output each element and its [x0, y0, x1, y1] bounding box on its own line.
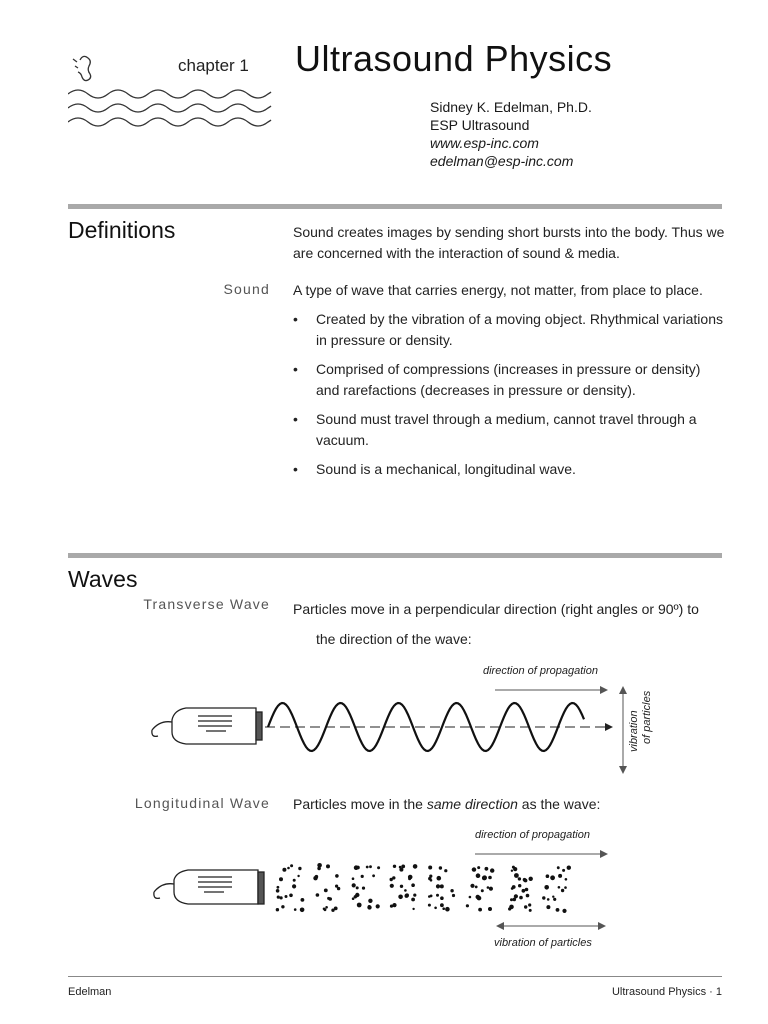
- particle-dot: [466, 904, 469, 907]
- particle-dot: [544, 885, 549, 890]
- particle-dot: [524, 905, 527, 908]
- transverse-propagation-label: direction of propagation: [483, 665, 598, 677]
- list-item: • Comprised of compressions (increases in pressure or density) and rarefactions (decreases in pressure or density).: [293, 361, 701, 398]
- longitudinal-wave-text: Particles move in the same direction as the wave:: [293, 796, 601, 812]
- particle-dot: [452, 894, 455, 897]
- particle-dot: [444, 869, 447, 872]
- longitudinal-propagation-label: direction of propagation: [475, 829, 590, 841]
- particle-dot: [509, 905, 514, 910]
- particle-dot: [565, 878, 568, 881]
- particle-dot: [404, 889, 407, 892]
- sound-definition: A type of wave that carries energy, not matter, from place to place.: [293, 282, 703, 298]
- particle-dot: [392, 903, 396, 907]
- particle-dot: [277, 896, 280, 899]
- particle-dot: [411, 898, 415, 902]
- particle-dot: [490, 868, 494, 872]
- particle-dot: [315, 875, 319, 879]
- particle-dot: [477, 896, 482, 901]
- particle-dot: [562, 869, 565, 872]
- longitudinal-wave-diagram: [140, 840, 620, 940]
- section-rule-definitions: [68, 204, 722, 209]
- particle-dot: [326, 864, 330, 868]
- particle-dot: [317, 863, 322, 868]
- particle-dot: [405, 894, 409, 898]
- particle-dot: [561, 889, 564, 892]
- particle-dot: [297, 875, 299, 877]
- particle-dot: [279, 877, 283, 881]
- transverse-wave-diagram: [140, 660, 680, 780]
- particle-dot: [300, 908, 305, 913]
- particle-dot: [356, 886, 359, 889]
- particle-dot: [546, 905, 550, 909]
- footer-rule: [68, 976, 722, 977]
- particle-dot: [529, 909, 532, 912]
- page-title: Ultrasound Physics: [295, 38, 613, 79]
- particle-dot: [413, 894, 416, 897]
- transverse-vibration-label: vibration of particles: [628, 690, 653, 752]
- particle-dot: [558, 874, 562, 878]
- particle-dot: [528, 903, 531, 906]
- particle-dot: [285, 895, 288, 898]
- particle-dot: [439, 866, 442, 869]
- particle-dot: [276, 889, 280, 893]
- sound-bullet-list: [293, 309, 725, 480]
- particle-dot: [472, 867, 476, 871]
- particle-dot: [556, 908, 560, 912]
- particle-dot: [436, 884, 440, 888]
- particle-dot: [436, 894, 439, 897]
- definitions-intro: Sound creates images by sending short bursts into the body. Thus we are concerned with the interaction of sound & media.: [293, 224, 725, 261]
- particle-dot: [511, 870, 513, 872]
- particle-dot: [567, 866, 571, 870]
- list-item: • Sound is a mechanical, longitudinal wave.: [293, 459, 725, 480]
- particle-dot: [478, 908, 482, 912]
- particle-dot: [390, 884, 394, 888]
- footer-author: Edelman: [68, 986, 112, 998]
- sound-label: Sound: [223, 281, 270, 297]
- particle-dot: [475, 886, 478, 889]
- particle-dot: [558, 886, 561, 889]
- particle-dot: [428, 904, 431, 907]
- particle-dot: [552, 896, 554, 898]
- particle-dot: [440, 896, 444, 900]
- particle-dot: [281, 905, 284, 908]
- particle-dot: [428, 866, 432, 870]
- bullet-icon: •: [293, 461, 298, 477]
- footer-page: Ultrasound Physics · 1: [611, 986, 722, 998]
- particle-dot: [289, 894, 293, 898]
- particle-dot: [434, 907, 437, 910]
- particle-dot: [440, 884, 444, 888]
- section-rule-waves: [68, 553, 722, 558]
- particle-dot: [355, 893, 359, 897]
- particle-dot: [352, 883, 356, 887]
- particle-dot: [411, 883, 415, 887]
- particle-dot: [399, 868, 403, 872]
- particle-dot: [293, 879, 296, 882]
- particle-dot: [377, 866, 380, 869]
- particle-dot: [367, 905, 371, 909]
- particle-dot: [366, 866, 369, 869]
- particle-dot: [328, 897, 332, 901]
- longitudinal-wave-label: Longitudinal Wave: [134, 795, 270, 811]
- particle-dot: [512, 885, 516, 889]
- particle-dot: [413, 864, 418, 869]
- particle-dot: [335, 874, 339, 878]
- particle-dot: [519, 896, 523, 900]
- particle-dot: [301, 898, 305, 902]
- particle-dot: [376, 904, 380, 908]
- particle-dot: [428, 877, 431, 880]
- particle-dot: [482, 875, 487, 880]
- particle-dot: [518, 877, 521, 880]
- author-company: ESP Ultrasound: [430, 117, 530, 133]
- particle-dot: [393, 865, 396, 868]
- particle-dot: [361, 875, 364, 878]
- particle-dot: [316, 893, 320, 897]
- particle-dot: [430, 895, 433, 898]
- list-item: • Created by the vibration of a moving object. Rhythmical variations in pressure or density.: [293, 311, 723, 348]
- particle-dot: [525, 888, 529, 892]
- transducer-icon: [152, 708, 262, 744]
- particle-dot: [400, 885, 403, 888]
- particle-dot: [294, 908, 297, 911]
- particle-dot: [290, 864, 293, 867]
- particle-dot: [445, 907, 450, 912]
- particle-dot: [334, 907, 338, 911]
- particle-dot: [357, 903, 362, 908]
- particle-dot: [547, 898, 550, 901]
- particle-dot: [526, 894, 530, 898]
- bullet-icon: •: [293, 311, 298, 327]
- particle-dot: [450, 889, 453, 892]
- particle-dot: [408, 877, 411, 880]
- particle-dot: [523, 878, 527, 882]
- particle-dot: [557, 866, 560, 869]
- particle-dot: [335, 885, 338, 888]
- particle-dot: [529, 877, 533, 881]
- particle-dot: [488, 907, 492, 911]
- particle-dot: [437, 876, 442, 881]
- particle-dot: [513, 867, 517, 871]
- particle-dot: [510, 898, 513, 901]
- particle-dot: [298, 867, 301, 870]
- longitudinal-vibration-label: vibration of particles: [494, 937, 592, 949]
- particle-dot: [292, 884, 296, 888]
- particle-dot: [553, 898, 556, 901]
- particle-dot: [542, 896, 545, 899]
- particle-dot: [280, 896, 283, 899]
- particle-dot: [440, 903, 444, 907]
- particle-dot: [325, 906, 328, 909]
- particle-dot: [369, 865, 372, 868]
- particle-dot: [390, 905, 393, 908]
- particle-dot: [442, 907, 445, 910]
- particle-dot: [282, 868, 286, 872]
- particle-dot: [546, 874, 550, 878]
- particle-dot: [469, 896, 472, 899]
- particle-dot: [368, 899, 372, 903]
- bullet-icon: •: [293, 411, 298, 427]
- particle-dot: [287, 867, 290, 870]
- list-item: • Sound must travel through a medium, cannot travel through a vacuum.: [293, 411, 697, 448]
- particle-dot: [488, 876, 492, 880]
- transducer-icon: [154, 870, 264, 904]
- particle-dot: [398, 895, 403, 900]
- author-name: Sidney K. Edelman, Ph.D.: [430, 99, 592, 115]
- particle-dot: [372, 874, 375, 877]
- particle-dot: [485, 867, 489, 871]
- section-heading-waves: Waves: [68, 566, 138, 592]
- particle-dot: [476, 873, 481, 878]
- particle-dot: [362, 887, 365, 890]
- particle-dot: [356, 866, 360, 870]
- particle-dot: [470, 884, 474, 888]
- particle-dot: [514, 894, 518, 898]
- author-website: www.esp-inc.com: [430, 135, 539, 151]
- particle-dot: [277, 886, 280, 889]
- chapter-label: chapter 1: [178, 56, 249, 75]
- transverse-wave-text: Particles move in a perpendicular direction (right angles or 90º) to the direction of the wave:: [293, 601, 699, 647]
- particle-dot: [489, 887, 493, 891]
- particle-dot: [390, 878, 393, 881]
- particle-dot: [276, 908, 279, 911]
- author-email: edelman@esp-inc.com: [430, 153, 574, 169]
- transverse-wave-label: Transverse Wave: [143, 596, 270, 612]
- particle-dot: [550, 875, 555, 880]
- sound-definition-block: [293, 280, 725, 480]
- particle-dot: [324, 889, 328, 893]
- particle-dot: [514, 873, 519, 878]
- author-block: [430, 98, 592, 170]
- bullet-icon: •: [293, 361, 298, 377]
- particle-dot: [352, 877, 355, 880]
- section-heading-definitions: Definitions: [68, 217, 176, 243]
- particle-dot: [564, 886, 567, 889]
- particle-dot: [323, 908, 326, 911]
- particle-dot: [518, 884, 521, 887]
- particle-dot: [562, 909, 566, 913]
- particle-dot: [477, 866, 480, 869]
- particle-dot: [481, 889, 484, 892]
- particle-dot: [487, 886, 490, 889]
- particle-dot: [412, 908, 414, 910]
